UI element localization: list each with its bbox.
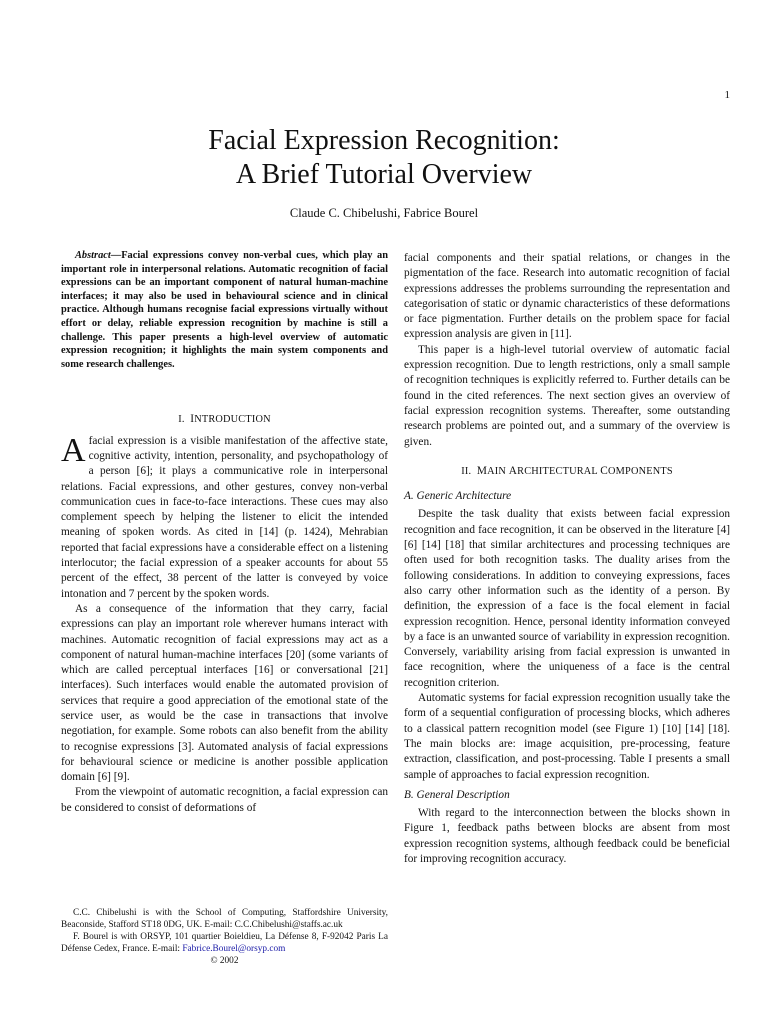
abstract <box>61 249 388 371</box>
title-line-1: Facial Expression Recognition: <box>208 125 560 156</box>
bourel-email-link[interactable]: Fabrice.Bourel@orsyp.com <box>182 944 286 954</box>
intro-paragraph-3-continued: facial components and their spatial relations, or changes in the pigmentation of the face. Research into automatic recognition of facial expressions addresses the problems surrounding the representation and categorisation of static or dynamic characteristics of these deformations or face pigmentation. Further details on the problem space for facial expression analysis are given in [11]. <box>404 252 730 341</box>
intro-paragraph-3-start: From the viewpoint of automatic recognition, a facial expression can be considered to consist of deformations of <box>61 786 388 814</box>
intro-paragraph-1: Afacial expression is a visible manifestation of the affective state, cognitive activity, intention, personality, and psychopathology of a person [6]; it plays a communicative role in interpersonal relations. Facial expressions, and other gestures, convey non-verbal communication cues in face-to-face interactions. These cues may also complement speech by helping the listener to elicit the intended meaning of spoken words. As cited in [14] (p. 1424), Mehrabian reported that facial expressions have a considerable effect on a listening interlocutor; the facial expression of a speaker accounts for about 55 percent of the effect, 38 percent of the latter is conveyed by voice intonation and 7 percent by the spoken words. <box>61 431 388 600</box>
footnote-chibelushi: C.C. Chibelushi is with the School of Computing, Staffordshire University, Beaconside, Stafford ST18 0DG, UK. E-mail: C.C.Chibelushi@staffs.ac.uk <box>61 908 388 930</box>
section-heading-introduction: I. INTRODUCTION <box>178 413 271 426</box>
generic-architecture-paragraph-2: Automatic systems for facial expression recognition usually take the form of a sequential configuration of processing blocks, which adheres to a classical pattern recognition model (see Figure 1) [10] [14] [18]. The main blocks are: image acquisition, pre-processing, feature extraction, classification, and post-processing. Table I presents a small sample of approaches to facial expression recognition. <box>404 692 730 781</box>
intro-paragraph-2: As a consequence of the information that they carry, facial expressions can play an important role wherever humans interact with machines. Automatic recognition of facial expressions may act as a component of natural human-machine interfaces [20] (some variants of which are called perceptual interfaces [16] or conversational [21] interfaces). Such interfaces would enable the automated provision of services that require a good appreciation of the emotional state of the service user, as would be the case in transactions that involve negotiation, for example. Some robots can also benefit from the ability to recognise expressions [3]. Automated analysis of facial expressions for behavioural science or medicine is another possible application domain [6] [9]. <box>61 602 388 784</box>
right-column <box>404 251 730 867</box>
subheading-generic-architecture: A. Generic Architecture <box>404 490 512 503</box>
paper-title <box>0 124 768 192</box>
copyright: © 2002 <box>210 956 239 966</box>
intro-paragraph-4: This paper is a high-level tutorial overview of automatic facial expression recognition. Due to length restrictions, only a small sample of recognition techniques is explicitly referred to. Further details can be found in the cited references. The next section gives an overview of facial expression recognition systems. Thereafter, some outstanding research problems are pointed out, and a summary of the overview is given. <box>404 343 730 448</box>
drop-cap: A <box>61 431 86 469</box>
abstract-dash: — <box>110 250 122 261</box>
left-column <box>61 249 388 816</box>
authors: Claude C. Chibelushi, Fabrice Bourel <box>289 206 479 220</box>
title-line-2: A Brief Tutorial Overview <box>235 159 533 190</box>
page-number: 1 <box>724 89 730 101</box>
footnotes <box>61 907 388 967</box>
footnote-bourel: F. Bourel is with ORSYP, 101 quartier Boieldieu, La Défense 8, F-92042 Paris La Défense Cedex, France. E-mail: Fabrice.Bourel@orsyp.com <box>61 932 388 954</box>
subheading-general-description: B. General Description <box>404 788 510 801</box>
section-heading-main-architectural-components: II. MAIN ARCHITECTURAL COMPONENTS <box>461 464 673 477</box>
general-description-paragraph-1: With regard to the interconnection between the blocks shown in Figure 1, feedback paths between blocks are absent from most expression recognition systems, although feedback could be beneficial for improving recognition accuracy. <box>404 807 730 865</box>
abstract-label: Abstract <box>75 250 111 261</box>
abstract-text: Facial expressions convey non-verbal cues, which play an important role in interpersonal relations. Automatic recognition of facial expressions can be an important component of natural human-machine interfaces; it may also be used in behavioural science and in clinical practice. Although humans recognise facial expressions virtually without effort or delay, reliable expression recognition by machine is still a challenge. This paper presents a high-level overview of automatic expression recognition; it highlights the main system components and some research challenges. <box>61 250 388 370</box>
generic-architecture-paragraph-1: Despite the task duality that exists between facial expression recognition and face recognition, it can be observed in the literature [4] [6] [14] [18] that similar architectures and processing techniques are often used for both recognition tasks. The duality arises from the following considerations. In addition to conveying expressions, faces also carry other information such as the identity of a person. By definition, the expression of a face is the focal element in facial expression recognition. Hence, personal identity information conveyed by a face is an unwanted source of variability in expression recognition. Conversely, variability arising from facial expression is unwanted in face recognition, where the uniqueness of a face is the central recognition criterion. <box>404 508 730 689</box>
